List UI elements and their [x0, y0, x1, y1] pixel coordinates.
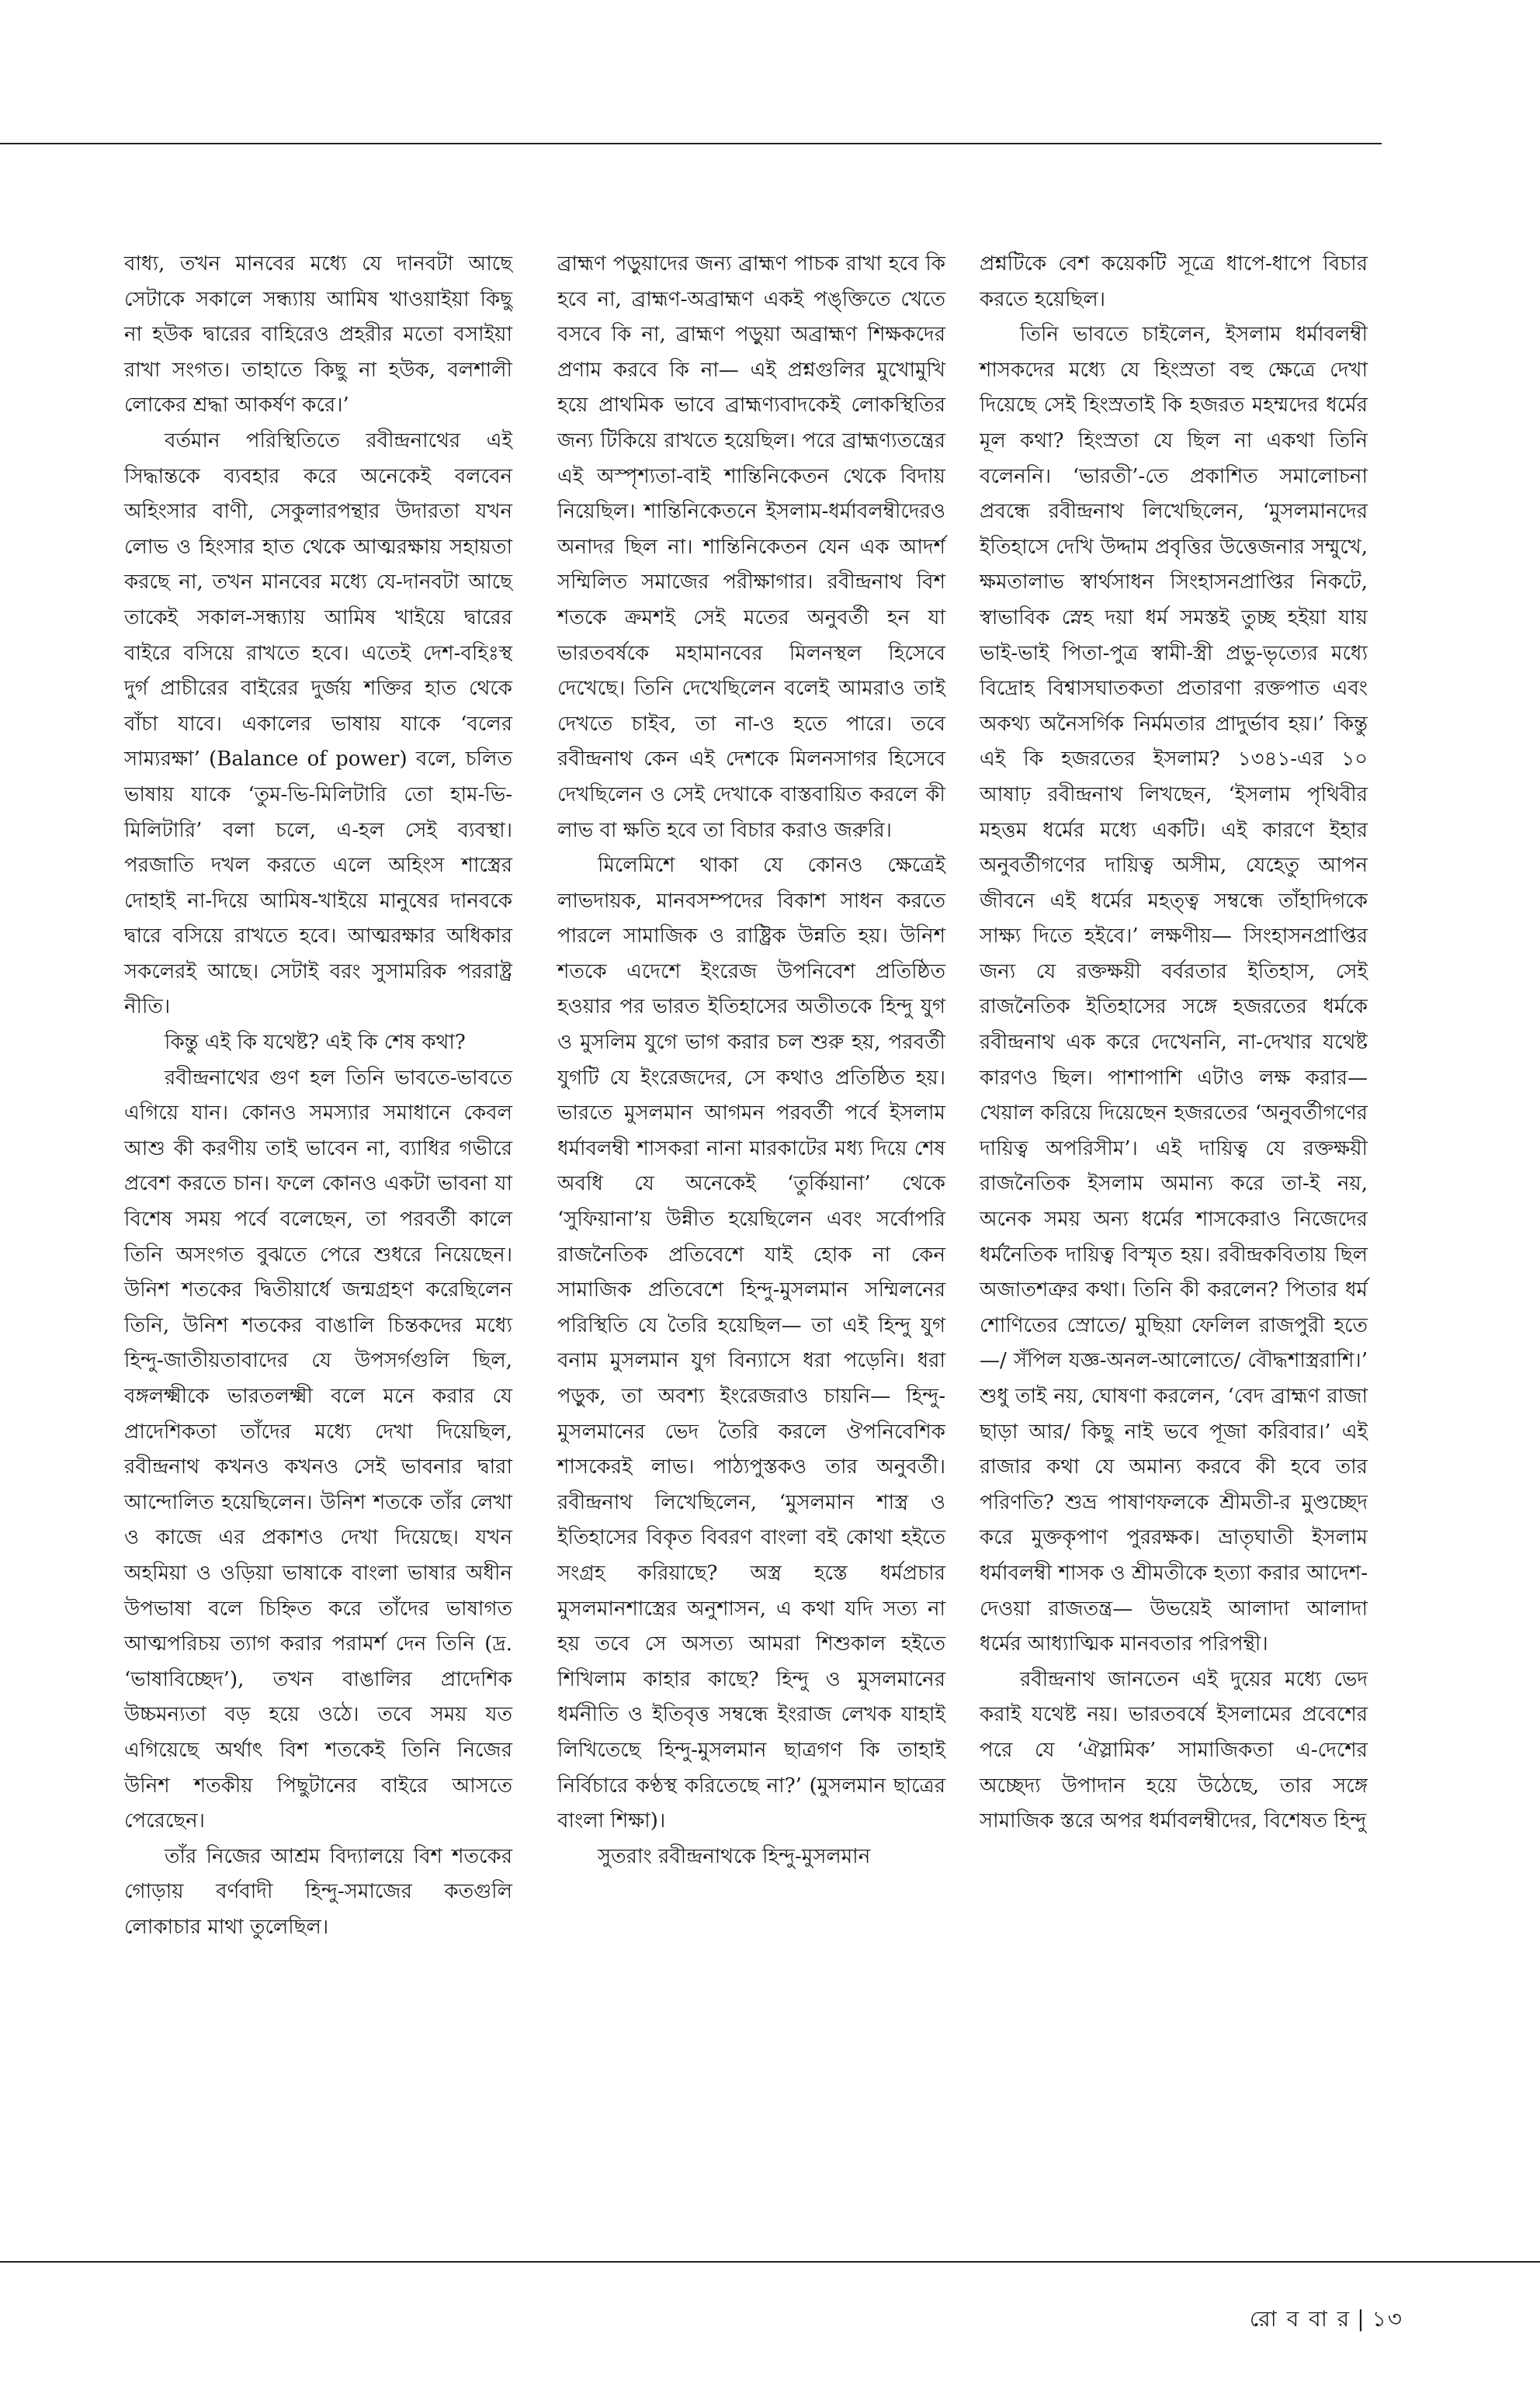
paragraph: রবীন্দ্রনাথের গুণ হল তিনি ভাবতে-ভাবতে এগিয়ে যান। কোনও সমস্যার সমাধানে কেবল আশু কী করণীয় তাই ভাবেন না, ব্যাধির গভীরে প্রবেশ করতে চান। ফলে কোনও একটা ভাবনা যা বিশেষ সময় পর্বে বলেছেন, তা পরবর্তী কালে তিনি অসংগত বুঝতে পেরে শুধরে নিয়েছেন। উনিশ শতকের দ্বিতীয়ার্ধে জন্মগ্রহণ করেছিলেন তিনি, উনিশ শতকের বাঙালি চিন্তকদের মধ্যে হিন্দু-জাতীয়তাবাদের যে উপসর্গগুলি ছিল, বঙ্গলক্ষ্মীকে ভারতলক্ষ্মী বলে মনে করার যে প্রাদেশিকতা তাঁদের মধ্যে দেখা দিয়েছিল, রবীন্দ্রনাথ কখনও কখনও সেই ভাবনার দ্বারা আন্দোলিত হয়েছিলেন। উনিশ শতকে তাঁর লেখা ও কাজে এর প্রকাশও দেখা দিয়েছে। যখন অহমিয়া ও ওড়িয়া ভাষাকে বাংলা ভাষার অধীন উপভাষা বলে চিহ্নিত করে তাঁদের ভাষাগত আত্মপরিচয় ত্যাগ করার পরামর্শ দেন তিনি (দ্র. ‘ভাষাবিচ্ছেদ’), তখন বাঙালির প্রাদেশিক উচ্চমন্যতা বড় হয়ে ওঠে। তবে সময় যত এগিয়েছে অর্থাৎ বিশ শতকেই তিনি নিজের উনিশ শতকীয় পিছুটানের বাইরে আসতে পেরেছেন। [124, 1066, 512, 1833]
paragraph: তাঁর নিজের আশ্রম বিদ্যালয়ে বিশ শতকের গোড়ায় বর্ণবাদী হিন্দু-সমাজের কতগুলি লোকাচার মাথা তুলেছিল। [124, 1844, 512, 1939]
bottom-rule [0, 2261, 1540, 2263]
top-rule [0, 143, 1382, 144]
paragraph: মিলেমিশে থাকা যে কোনও ক্ষেত্রেই লাভদায়ক, মানবসম্পদের বিকাশ সাধন করতে পারলে সামাজিক ও রাষ্ট্রিক উন্নতি হয়। উনিশ শতকে এদেশে ইংরেজ উপনিবেশ প্রতিষ্ঠিত হওয়ার পর ভারত ইতিহাসের অতীতকে হিন্দু যুগ ও মুসলিম যুগে ভাগ করার চল শুরু হয়, পরবর্তী যুগটি যে ইংরেজদের, সে কথাও প্রতিষ্ঠিত হয়। ভারতে মুসলমান আগমন পরবর্তী পর্বে ইসলাম ধর্মাবলম্বী শাসকরা নানা মারকাটের মধ্য দিয়ে শেষ অবধি যে অনেকেই ‘তুর্কিয়ানা’ থেকে ‘সুফিয়ানা’য় উন্নীত হয়েছিলেন এবং সর্বোপরি রাজনৈতিক প্রতিবেশে যাই হোক না কেন সামাজিক প্রতিবেশে হিন্দু-মুসলমান সম্মিলনের পরিস্থিতি যে তৈরি হয়েছিল— তা এই হিন্দু যুগ বনাম মুসলমান যুগ বিন্যাসে ধরা পড়েনি। ধরা পড়ুক, তা অবশ্য ইংরেজরাও চায়নি— হিন্দু-মুসলমানের ভেদ তৈরি করলে ঔপনিবেশিক শাসকেরই লাভ। পাঠ্যপুস্তকও তার অনুবর্তী। রবীন্দ্রনাথ লিখেছিলেন, ‘মুসলমান শাস্ত্র ও ইতিহাসের বিকৃত বিবরণ বাংলা বই কোথা হইতে সংগ্রহ করিয়াছে? অস্ত্র হস্তে ধর্মপ্রচার মুসলমানশাস্ত্রের অনুশাসন, এ কথা যদি সত্য না হয় তবে সে অসত্য আমরা শিশুকাল হইতে শিখিলাম কাহার কাছে? হিন্দু ও মুসলমানের ধর্মনীতি ও ইতিবৃত্ত সম্বন্ধে ইংরাজ লেখক যাহাই লিখিতেছে হিন্দু-মুসলমান ছাত্রগণ কি তাহাই নির্বিচারে কণ্ঠস্থ করিতেছে না?’ (মুসলমান ছাত্রের বাংলা শিক্ষা)। [557, 854, 945, 1833]
paragraph: সুতরাং রবীন্দ্রনাথকে হিন্দু-মুসলমান [598, 1844, 871, 1868]
paragraph: রবীন্দ্রনাথ জানতেন এই দুয়ের মধ্যে ভেদ করাই যথেষ্ট নয়। ভারতবর্ষে ইসলামের প্রবেশের পরে যে ‘ঐস্লামিক’ সামাজিকতা এ-দেশের অচ্ছেদ্য উপাদান হয়ে উঠেছে, তার সঙ্গে সামাজিক স্তরে অপর ধর্মাবলম্বীদের, বিশেষত হিন্দু [980, 1667, 1368, 1833]
footer-separator: | [1357, 2306, 1366, 2332]
paragraph: কিন্তু এই কি যথেষ্ট? এই কি শেষ কথা? [165, 1031, 466, 1055]
text-column-2 [557, 247, 945, 1875]
paragraph: বর্তমান পরিস্থিতিতে রবীন্দ্রনাথের এই সিদ্ধান্তকে ব্যবহার করে অনেকেই বলবেন অহিংসার বাণী, সেকুলারপন্থার উদারতা যখন লোভ ও হিংসার হাত থেকে আত্মরক্ষায় সহায়তা করছে না, তখন মানবের মধ্যে যে-দানবটা আছে তাকেই সকাল-সন্ধ্যায় আমিষ খাইয়ে দ্বারের বাইরে বসিয়ে রাখতে হবে। এতেই দেশ-বহিঃস্থ দুর্গ প্রাচীরের বাইরের দুর্জয় শক্তির হাত থেকে বাঁচা যাবে। একালের ভাষায় যাকে ‘বলের সাম্যরক্ষা’ (Balance of power) বলে, চলিত ভাষায় যাকে ‘তুম-ভি-মিলিটারি তো হাম-ভি-মিলিটারি’ বলা চলে, এ-হল সেই ব্যবস্থা। পরজাতি দখল করতে এলে অহিংস শাস্ত্রের দোহাই না-দিয়ে আমিষ-খাইয়ে মানুষের দানবকে দ্বারে বসিয়ে রাখতে হবে। আত্মরক্ষার অধিকার সকলেরই আছে। সেটাই বরং সুসামরিক পররাষ্ট্র নীতি। [124, 428, 512, 1019]
page-footer [1250, 2302, 1403, 2339]
page-number: ১৩ [1372, 2306, 1403, 2332]
text-column-3 [980, 247, 1368, 1840]
paragraph: বাধ্য, তখন মানবের মধ্যে যে দানবটা আছে সেটাকে সকালে সন্ধ্যায় আমিষ খাওয়াইয়া কিছু না হউক দ্বারের বাহিরেও প্রহরীর মতো বসাইয়া রাখা সংগত। তাহাতে কিছু না হউক, বলশালী লোকের শ্রদ্ধা আকর্ষণ করে।’ [124, 252, 512, 418]
text-column-1 [124, 247, 512, 1946]
magazine-name: রো ব বা র [1249, 2306, 1351, 2332]
paragraph: ব্রাহ্মণ পড়ুয়াদের জন্য ব্রাহ্মণ পাচক রাখা হবে কি হবে না, ব্রাহ্মণ-অব্রাহ্মণ একই পঙ্‌ক্তিতে খেতে বসবে কি না, ব্রাহ্মণ পড়ুয়া অব্রাহ্মণ শিক্ষকদের প্রণাম করবে কি না— এই প্রশ্নগুলির মুখোমুখি হয়ে প্রাথমিক ভাবে ব্রাহ্মণ্যবাদকেই লোকস্থিতির জন্য টিকিয়ে রাখতে হয়েছিল। পরে ব্রাহ্মণ্যতন্ত্রের এই অস্পৃশ্যতা-বাই শান্তিনিকেতন থেকে বিদায় নিয়েছিল। শান্তিনিকেতনে ইসলাম-ধর্মাবলম্বীদেরও অনাদর ছিল না। শান্তিনিকেতন যেন এক আদর্শ সম্মিলিত সমাজের পরীক্ষাগার। রবীন্দ্রনাথ বিশ শতকে ক্রমশই সেই মতের অনুবর্তী হন যা ভারতবর্ষকে মহামানবের মিলনস্থল হিসেবে দেখেছে। তিনি দেখেছিলেন বলেই আমরাও তাই দেখতে চাইব, তা না-ও হতে পারে। তবে রবীন্দ্রনাথ কেন এই দেশকে মিলনসাগর হিসেবে দেখছিলেন ও সেই দেখাকে বাস্তবায়িত করলে কী লাভ বা ক্ষতি হবে তা বিচার করাও জরুরি। [557, 252, 945, 842]
paragraph: প্রশ্নটিকে বেশ কয়েকটি সূত্রে ধাপে-ধাপে বিচার করতে হয়েছিল। [980, 252, 1368, 311]
paragraph: তিনি ভাবতে চাইলেন, ইসলাম ধর্মাবলম্বী শাসকদের মধ্যে যে হিংস্রতা বহু ক্ষেত্রে দেখা দিয়েছে সেই হিংস্রতাই কি হজরত মহম্মদের ধর্মের মূল কথা? হিংস্রতা যে ছিল না একথা তিনি বলেননি। ‘ভারতী’-তে প্রকাশিত সমালোচনা প্রবন্ধে রবীন্দ্রনাথ লিখেছিলেন, ‘মুসলমানদের ইতিহাসে দেখি উদ্দাম প্রবৃত্তির উত্তেজনার সম্মুখে, ক্ষমতালাভ স্বার্থসাধন সিংহাসনপ্রাপ্তির নিকটে, স্বাভাবিক স্নেহ দয়া ধর্ম সমস্তই তুচ্ছ হইয়া যায় ভাই-ভাই পিতা-পুত্র স্বামী-স্ত্রী প্রভু-ভৃত্যের মধ্যে বিদ্রোহ বিশ্বাসঘাতকতা প্রতারণা রক্তপাত এবং অকথ্য অনৈসর্গিক নির্মমতার প্রাদুর্ভাব হয়।’ কিন্তু এই কি হজরতের ইসলাম? ১৩৪১-এর ১০ আষাঢ় রবীন্দ্রনাথ লিখছেন, ‘ইসলাম পৃথিবীর মহত্তম ধর্মের মধ্যে একটি। এই কারণে ইহার অনুবর্তীগণের দায়িত্ব অসীম, যেহেতু আপন জীবনে এই ধর্মের মহত্ত্ব সম্বন্ধে তাঁহাদিগকে সাক্ষ্য দিতে হইবে।’ লক্ষণীয়— সিংহাসনপ্রাপ্তির জন্য যে রক্তক্ষয়ী বর্বরতার ইতিহাস, সেই রাজনৈতিক ইতিহাসের সঙ্গে হজরতের ধর্মকে রবীন্দ্রনাথ এক করে দেখেননি, না-দেখার যথেষ্ট কারণও ছিল। পাশাপাশি এটাও লক্ষ করার— খেয়াল করিয়ে দিয়েছেন হজরতের ‘অনুবর্তীগণের দায়িত্ব অপরিসীম’। এই দায়িত্ব যে রক্তক্ষয়ী রাজনৈতিক ইসলাম অমান্য করে তা-ই নয়, অনেক সময় অন্য ধর্মের শাসকেরাও নিজেদের ধর্মনৈতিক দায়িত্ব বিস্মৃত হয়। রবীন্দ্রকবিতায় ছিল অজাতশত্রুর কথা। তিনি কী করলেন? পিতার ধর্ম শোণিতের স্রোতে/ মুছিয়া ফেলিল রাজপুরী হতে—/ সঁপিল যজ্ঞ-অনল-আলোতে/ বৌদ্ধশাস্ত্ররাশি।’ শুধু তাই নয়, ঘোষণা করলেন, ‘বেদ ব্রাহ্মণ রাজা ছাড়া আর/ কিছু নাই ভবে পূজা করিবার।’ এই রাজার কথা যে অমান্য করবে কী হবে তার পরিণতি? শুভ্র পাষাণফলকে শ্রীমতী-র মুণ্ডচ্ছেদ করে মুক্তকৃপাণ পুররক্ষক। ভ্রাতৃঘাতী ইসলাম ধর্মাবলম্বী শাসক ও শ্রীমতীকে হত্যা করার আদেশ-দেওয়া রাজতন্ত্র— উভয়েই আলাদা আলাদা ধর্মের আধ্যাত্মিক মানবতার পরিপন্থী। [980, 323, 1368, 1656]
